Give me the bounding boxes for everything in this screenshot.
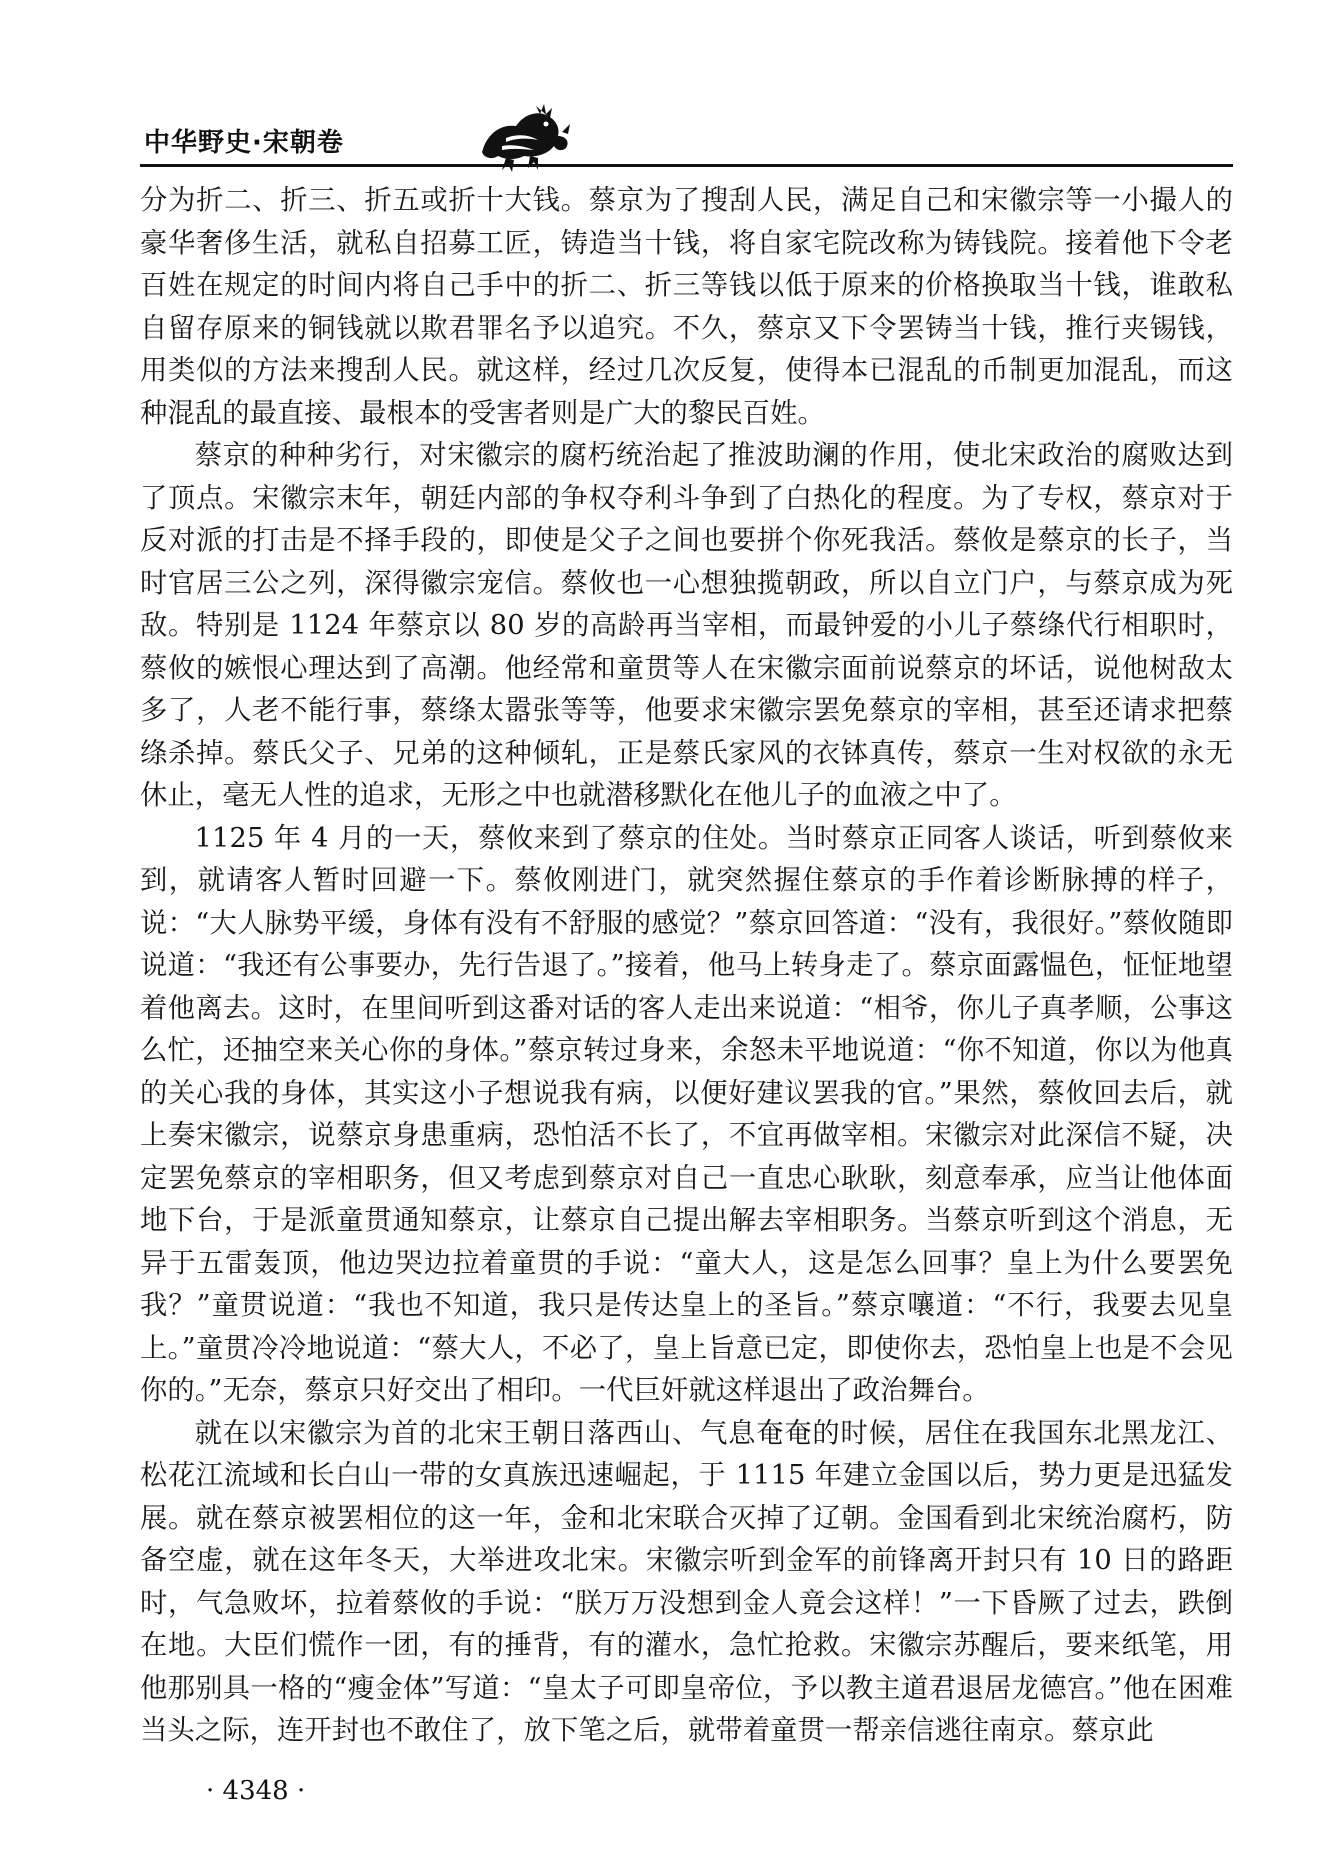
page-number: · 4348 · xyxy=(206,1776,306,1806)
paragraph-4: 就在以宋徽宗为首的北宋王朝日落西山、气息奄奄的时候，居住在我国东北黑龙江、松花江流域和长白山一带的女真族迅速崛起，于 1115 年建立金国以后，势力更是迅猛发展。就在蔡京被罢相位的这一年，金和北宋联合灭掉了辽朝。金国看到北宋统治腐朽，防备空虚，就在这年冬天，大举进攻北宋。宋徽宗听到金军的前锋离开封只有 10 日的路距时，气急败坏，拉着蔡攸的手说：“朕万万没想到金人竟会这样！”一下昏厥了过去，跌倒在地。大臣们慌作一团，有的捶背，有的灌水，急忙抢救。宋徽宗苏醒后，要来纸笔，用他那别具一格的“瘦金体”写道：“皇太子可即皇帝位，予以教主道君退居龙德宫。”他在困难当头之际，连开封也不敢住了，放下笔之后，就带着童贯一帮亲信逃往南京。蔡京此 xyxy=(140,1417,1233,1746)
header-rule xyxy=(140,164,1233,167)
running-header xyxy=(140,112,1233,172)
header-title: 中华野史·宋朝卷 xyxy=(144,128,344,158)
paragraph-3: 1125 年 4 月的一天，蔡攸来到了蔡京的住处。当时蔡京正同客人谈话，听到蔡攸来到，就请客人暂时回避一下。蔡攸刚进门，就突然握住蔡京的手作着诊断脉搏的样子，说：“大人脉势平缓，身体有没有不舒服的感觉？”蔡京回答道：“没有，我很好。”蔡攸随即说道：“我还有公事要办，先行告退了。”接着，他马上转身走了。蔡京面露愠色，怔怔地望着他离去。这时，在里间听到这番对话的客人走出来说道：“相爷，你儿子真孝顺，公事这么忙，还抽空来关心你的身体。”蔡京转过身来，余怒未平地说道：“你不知道，你以为他真的关心我的身体，其实这小子想说我有病，以便好建议罢我的官。”果然，蔡攸回去后，就上奏宋徽宗，说蔡京身患重病，恐怕活不长了，不宜再做宰相。宋徽宗对此深信不疑，决定罢免蔡京的宰相职务，但又考虑到蔡京对自己一直忠心耿耿，刻意奉承，应当让他体面地下台，于是派童贯通知蔡京，让蔡京自己提出解去宰相职务。当蔡京听到这个消息，无异于五雷轰顶，他边哭边拉着童贯的手说：“童大人，这是怎么回事？皇上为什么要罢免我？”童贯说道：“我也不知道，我只是传达皇上的圣旨。”蔡京嚷道：“不行，我要去见皇上。”童贯冷冷地说道：“蔡大人，不必了，皇上旨意已定，即使你去，恐怕皇上也是不会见你的。”无奈，蔡京只好交出了相印。一代巨奸就这样退出了政治舞台。 xyxy=(140,822,1233,1406)
body-text xyxy=(140,180,1233,1753)
paragraph-2: 蔡京的种种劣行，对宋徽宗的腐朽统治起了推波助澜的作用，使北宋政治的腐败达到了顶点。宋徽宗末年，朝廷内部的争权夺利斗争到了白热化的程度。为了专权，蔡京对于反对派的打击是不择手段的，即使是父子之间也要拼个你死我活。蔡攸是蔡京的长子，当时官居三公之列，深得徽宗宠信。蔡攸也一心想独揽朝政，所以自立门户，与蔡京成为死敌。特别是 1124 年蔡京以 80 岁的高龄再当宰相，而最钟爱的小儿子蔡绦代行相职时，蔡攸的嫉恨心理达到了高潮。他经常和童贯等人在宋徽宗面前说蔡京的坏话，说他树敌太多了，人老不能行事，蔡绦太嚣张等等，他要求宋徽宗罢免蔡京的宰相，甚至还请求把蔡绦杀掉。蔡氏父子、兄弟的这种倾轧，正是蔡氏家风的衣钵真传，蔡京一生对权欲的永无休止，毫无人性的追求，无形之中也就潜移默化在他儿子的血液之中了。 xyxy=(140,440,1233,811)
paragraph-1: 分为折二、折三、折五或折十大钱。蔡京为了搜刮人民，满足自己和宋徽宗等一小撮人的豪华奢侈生活，就私自招募工匠，铸造当十钱，将自家宅院改称为铸钱院。接着他下令老百姓在规定的时间内将自己手中的折二、折三等钱以低于原来的价格换取当十钱，谁敢私自留存原来的铜钱就以欺君罪名予以追究。不久，蔡京又下令罢铸当十钱，推行夹锡钱，用类似的方法来搜刮人民。就这样，经过几次反复，使得本已混乱的币制更加混乱，而这种混乱的最直接、最根本的受害者则是广大的黎民百姓。 xyxy=(140,185,1233,429)
